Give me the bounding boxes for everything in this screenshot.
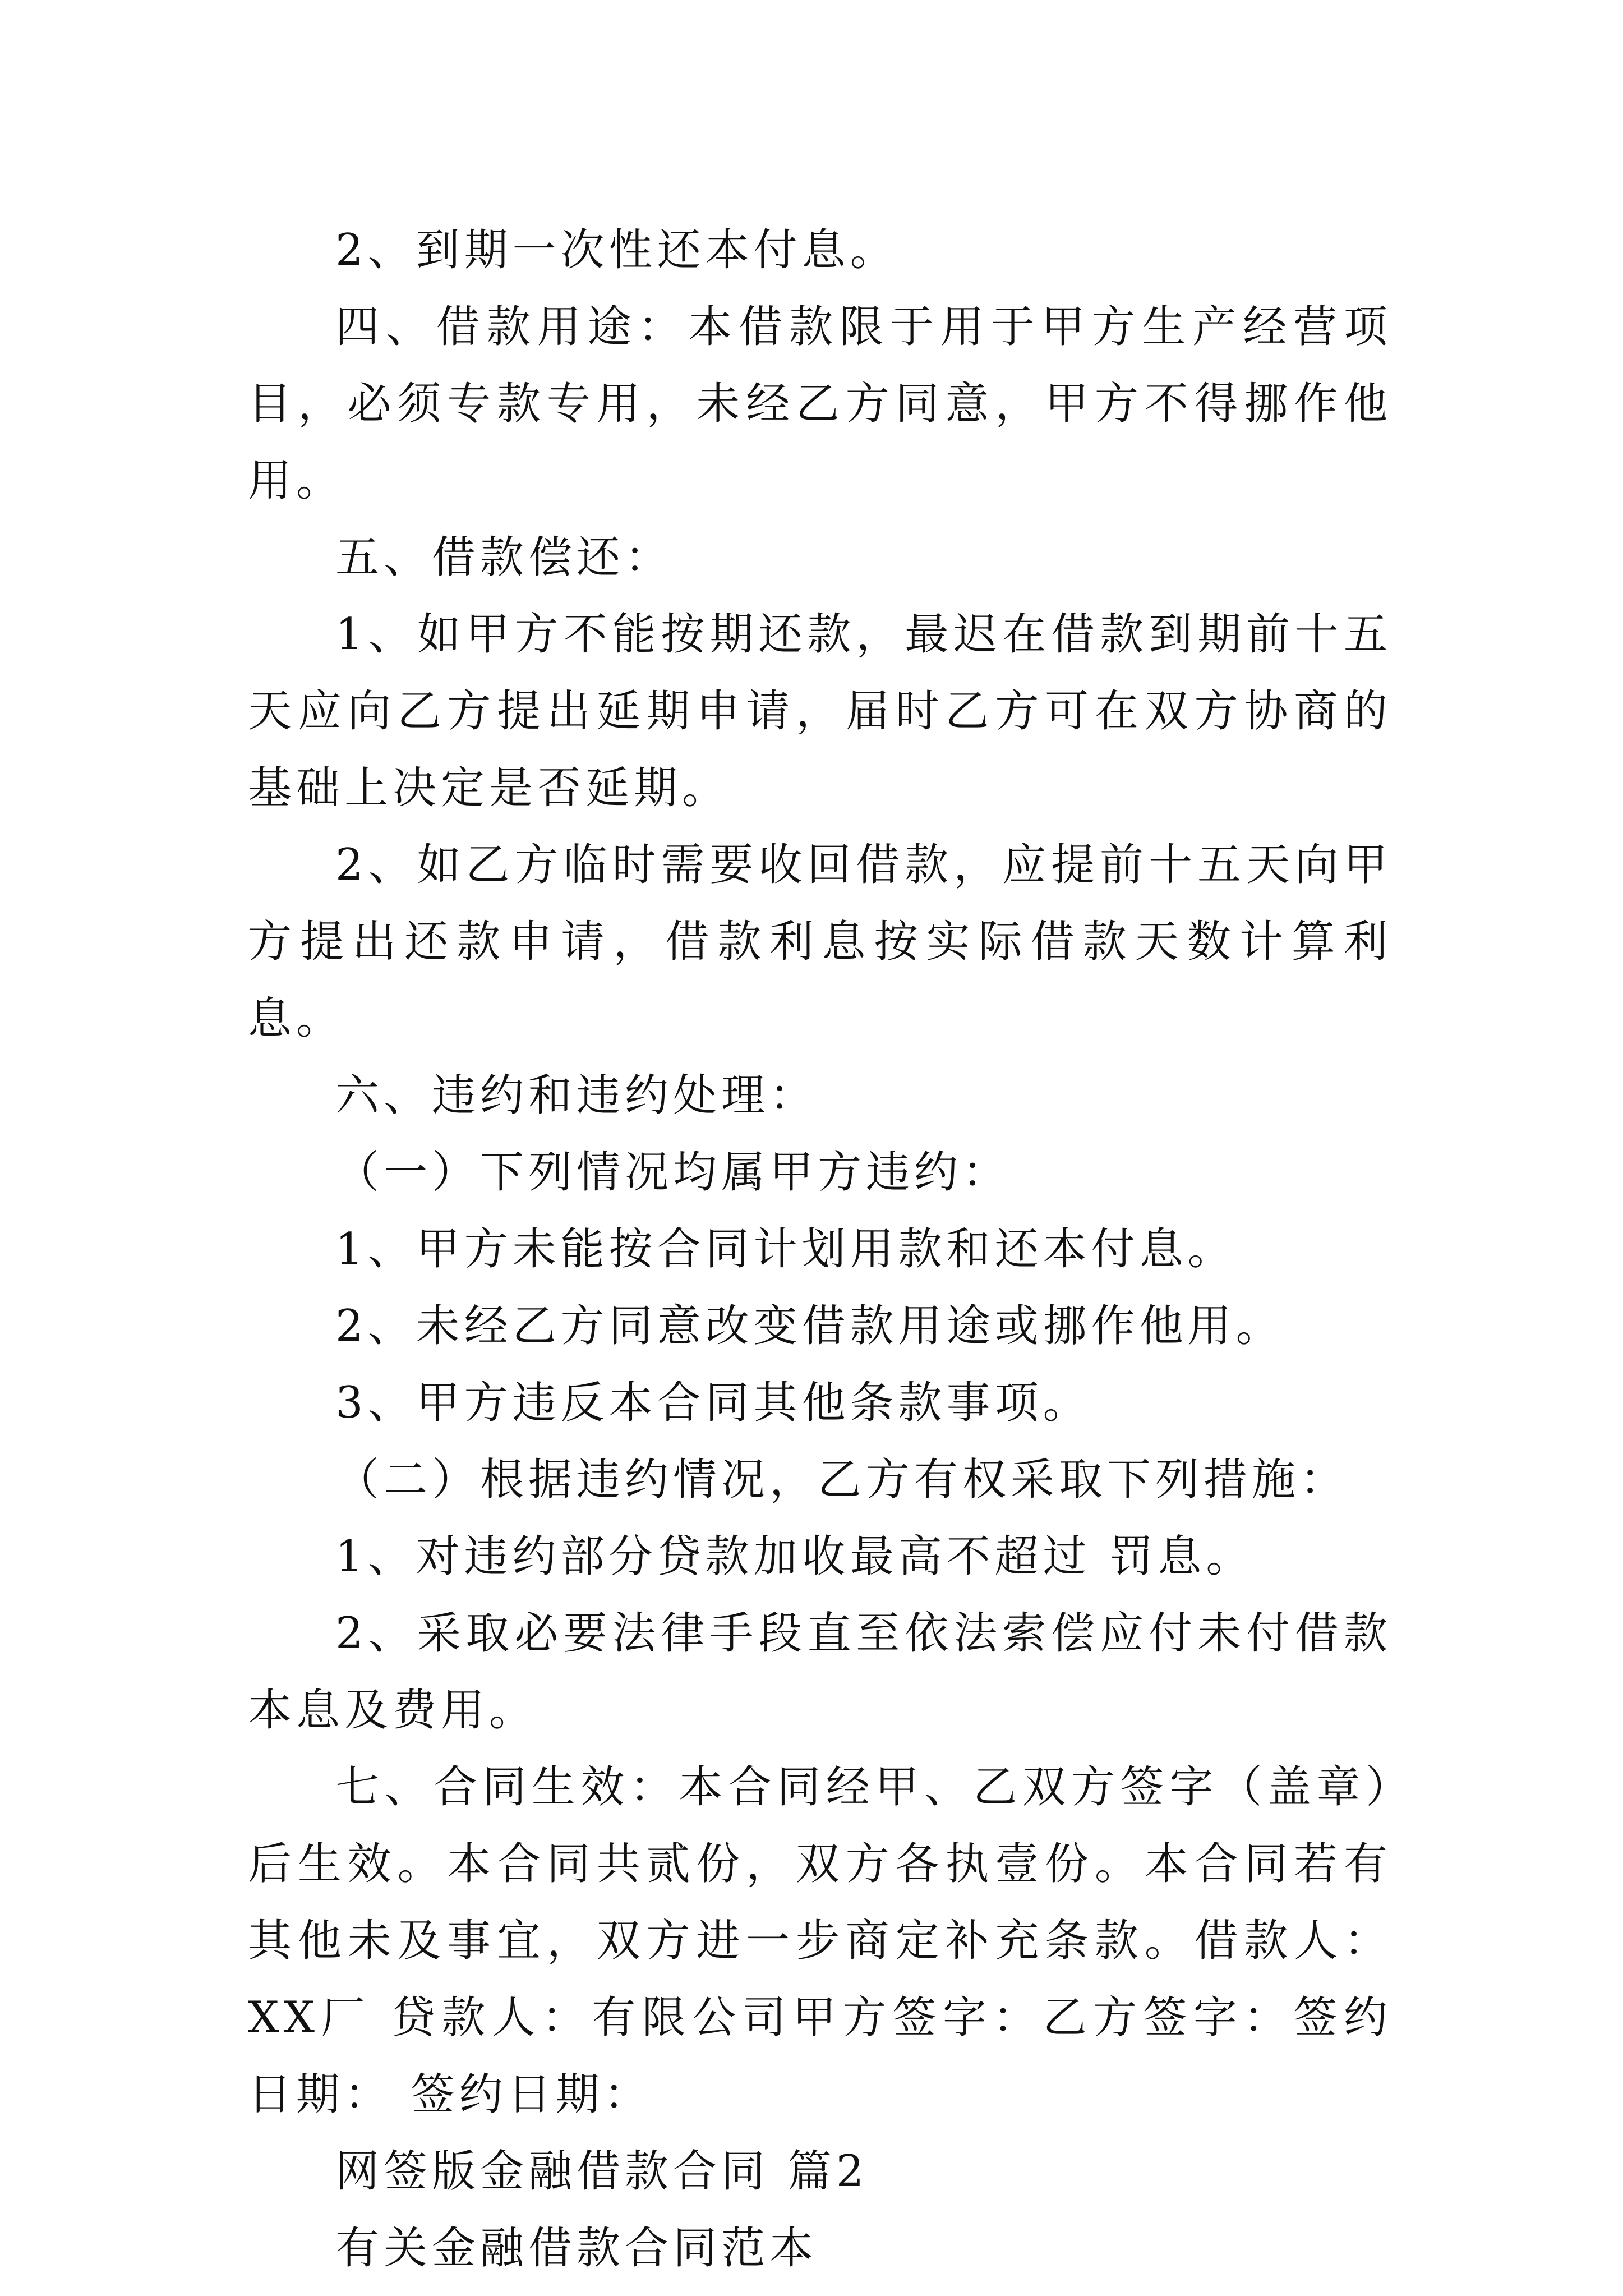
paragraph-early-recall: 2、如乙方临时需要收回借款，应提前十五天向甲方提出还款申请，借款利息按实际借款天数计算利息。 [248, 840, 1392, 1044]
document-body [248, 212, 1392, 2287]
paragraph-loan-repayment-heading: 五、借款偿还： [335, 532, 674, 583]
paragraph-remedy-1: 1、对违约部分贷款加收最高不超过 罚息。 [335, 1531, 1255, 1582]
paragraph-breach-cases-heading: （一）下列情况均属甲方违约： [335, 1147, 1011, 1198]
paragraph-breach-case-1: 1、甲方未能按合同计划用款和还本付息。 [335, 1224, 1236, 1274]
paragraph-breach-case-2: 2、未经乙方同意改变借款用途或挪作他用。 [335, 1301, 1284, 1351]
paragraph-breach-heading: 六、违约和违约处理： [335, 1070, 818, 1121]
paragraph-subtitle: 有关金融借款合同范本 [335, 2223, 818, 2274]
paragraph-breach-case-3: 3、甲方违反本合同其他条款事项。 [335, 1378, 1091, 1428]
paragraph-effectiveness: 七、合同生效：本合同经甲、乙双方签字（盖章）后生效。本合同共贰份，双方各执壹份。本合同若有其他未及事宜，双方进一步商定补充条款。借款人：XX厂 贷款人：有限公司甲方签字：乙方签字：签约日期： 签约日期： [248, 1762, 1392, 2120]
paragraph-section-title: 网签版金融借款合同 篇2 [335, 2146, 869, 2197]
paragraph-remedies-heading: （二）根据违约情况，乙方有权采取下列措施： [335, 1455, 1349, 1505]
paragraph-loan-purpose: 四、借款用途：本借款限于用于甲方生产经营项目，必须专款专用，未经乙方同意，甲方不得挪作他用。 [248, 302, 1392, 506]
paragraph-remedy-2: 2、采取必要法律手段直至依法索偿应付未付借款本息及费用。 [248, 1608, 1392, 1736]
paragraph-repayment-method: 2、到期一次性还本付息。 [335, 225, 898, 275]
paragraph-extension-request: 1、如甲方不能按期还款，最迟在借款到期前十五天应向乙方提出延期申请，届时乙方可在双方协商的基础上决定是否延期。 [248, 609, 1392, 813]
